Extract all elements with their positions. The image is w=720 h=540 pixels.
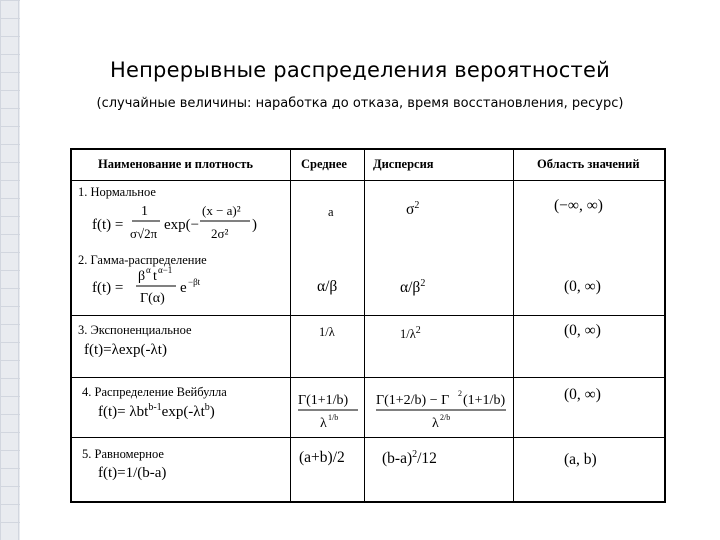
- row-divider: [72, 315, 664, 316]
- row-divider: [72, 437, 664, 438]
- row-mean: a: [328, 205, 334, 219]
- row-mean: α/β: [317, 278, 338, 295]
- row-mean: (a+b)/2: [299, 449, 345, 466]
- svg-text:(1+1/b): (1+1/b): [463, 393, 506, 408]
- row-name: 5. Равномерное: [82, 447, 164, 461]
- exponent: 2: [415, 325, 421, 336]
- column-divider: [290, 150, 291, 501]
- header-name: Наименование и плотность: [98, 157, 253, 171]
- row-variance: $\sigma^2$: [406, 200, 420, 219]
- svg-text:β: β: [138, 269, 146, 284]
- header-variance: Дисперсия: [373, 157, 434, 171]
- svg-text:α−1: α−1: [158, 265, 173, 275]
- row-name: 2. Гамма-распределение: [78, 253, 207, 267]
- row-range: (−∞, ∞): [554, 197, 603, 214]
- svg-text:2σ²: 2σ²: [211, 226, 229, 241]
- svg-text:σ√2π: σ√2π: [130, 226, 158, 241]
- slide-subtitle: (случайные величины: наработка до отказа, время восстановления, ресурс): [96, 96, 624, 111]
- svg-text:e: e: [180, 280, 187, 296]
- svg-text:−βt: −βt: [188, 277, 201, 287]
- svg-text:2/b: 2/b: [440, 413, 451, 422]
- weibull-variance-formula: [374, 385, 510, 433]
- exponent: 2: [420, 278, 426, 289]
- svg-text:Γ(1+2/b) − Γ: Γ(1+2/b) − Γ: [376, 393, 450, 408]
- row-name: 4. Распределение Вейбулла: [82, 385, 227, 399]
- svg-text:1/b: 1/b: [328, 413, 339, 422]
- svg-text:): ): [252, 217, 257, 233]
- row-variance: $1/\lambda^2$: [400, 325, 421, 342]
- svg-text:f(t) =: f(t) =: [92, 280, 124, 296]
- svg-text:1: 1: [141, 204, 148, 219]
- svg-text:λ: λ: [432, 416, 439, 431]
- svg-text:(x − a)²: (x − a)²: [202, 203, 241, 218]
- row-name: 3. Экспоненциальное: [78, 323, 192, 337]
- distribution-table: [70, 148, 666, 503]
- row-range: (0, ∞): [564, 386, 601, 403]
- svg-text:λ: λ: [320, 416, 327, 431]
- svg-text:Γ(1+1/b): Γ(1+1/b): [298, 393, 349, 408]
- gamma-density-formula: [92, 264, 242, 312]
- row-range: (0, ∞): [564, 322, 601, 339]
- normal-density-formula: [92, 198, 267, 248]
- header-range: Область значений: [537, 157, 640, 171]
- svg-text:α: α: [146, 265, 151, 275]
- header-divider: [72, 180, 664, 181]
- slide-title: Непрерывные распределения вероятностей: [110, 58, 610, 82]
- exponent: 2: [414, 200, 420, 211]
- svg-text:f(t) =: f(t) =: [92, 217, 124, 233]
- row-name: 1. Нормальное: [78, 185, 156, 199]
- header-mean: Среднее: [301, 157, 347, 171]
- row-range: (0, ∞): [564, 278, 601, 295]
- row-density: f(t)=1/(b-a): [98, 465, 167, 481]
- row-range: (a, b): [564, 451, 597, 468]
- column-divider: [513, 150, 514, 501]
- row-density: $f(t)= \lambda bt^{b-1}\exp(-\lambda t^b)$: [98, 402, 215, 420]
- svg-text:exp(−: exp(−: [164, 217, 200, 233]
- row-mean: 1/λ: [319, 325, 335, 339]
- svg-text:2: 2: [458, 389, 462, 398]
- weibull-mean-formula: [296, 385, 362, 433]
- row-divider: [72, 377, 664, 378]
- svg-text:Γ(α): Γ(α): [140, 291, 165, 306]
- row-density: f(t)=λexp(-λt): [84, 342, 167, 358]
- svg-text:t: t: [153, 269, 157, 284]
- row-variance: $(b-a)^2/12$: [382, 449, 437, 468]
- column-divider: [364, 150, 365, 501]
- row-variance: $\alpha/\beta^2$: [400, 278, 426, 297]
